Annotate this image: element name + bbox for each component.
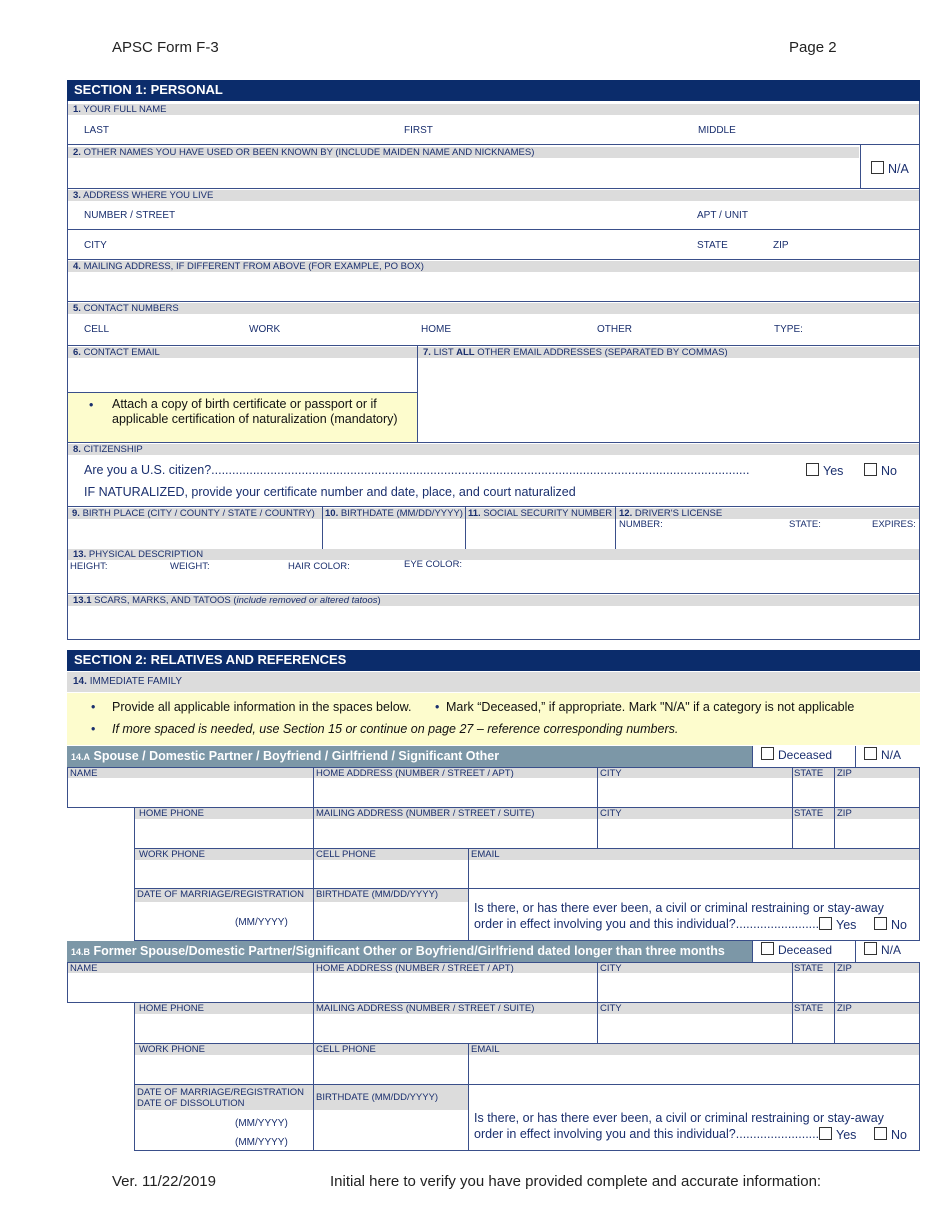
height-field[interactable]: HEIGHT: xyxy=(70,561,108,572)
q14a-city-field[interactable]: CITY xyxy=(600,768,622,779)
checkbox-icon xyxy=(864,942,877,955)
work-phone-field[interactable]: WORK xyxy=(249,324,281,335)
divider xyxy=(67,301,920,302)
q14a-state-field[interactable]: STATE xyxy=(794,768,824,779)
q6-header: 6. CONTACT EMAIL xyxy=(68,347,417,358)
divider xyxy=(313,1002,314,1044)
bullet-icon: • xyxy=(435,700,440,714)
q14a-mail-zip-field[interactable]: ZIP xyxy=(837,808,852,819)
naturalized-text: IF NATURALIZED, provide your certificate number and date, place, and court naturalized xyxy=(84,485,576,499)
q14b-mailing-field[interactable]: MAILING ADDRESS (NUMBER / STREET / SUITE) xyxy=(316,1003,535,1014)
checkbox-icon xyxy=(761,747,774,760)
divider xyxy=(468,848,469,889)
divider xyxy=(465,507,466,549)
divider xyxy=(834,962,835,1003)
divider xyxy=(597,1002,598,1044)
q14a-deceased-checkbox[interactable]: Deceased xyxy=(752,746,855,767)
q7-header: 7. LIST ALL OTHER EMAIL ADDRESSES (SEPARATED BY COMMAS) xyxy=(418,347,919,358)
q14b-restraining-q2: order in effect involving you and this individual?........................ xyxy=(474,1127,820,1141)
q14b-name-field[interactable]: NAME xyxy=(70,963,98,974)
q14b-work-phone-field[interactable]: WORK PHONE xyxy=(139,1044,205,1055)
divider xyxy=(792,962,793,1003)
bullet-icon: • xyxy=(91,722,96,736)
citizen-yes-checkbox[interactable]: Yes xyxy=(806,463,843,478)
q14b-deceased-checkbox[interactable]: Deceased xyxy=(752,941,855,962)
q14a-title: 14.A Spouse / Domestic Partner / Boyfriend / Girlfriend / Significant Other xyxy=(67,746,752,767)
divider xyxy=(834,807,835,849)
q14a-email-field[interactable]: EMAIL xyxy=(471,849,500,860)
q14a-restraining-q1: Is there, or has there ever been, a civil or criminal restraining or stay-away xyxy=(474,901,884,915)
q14b-home-address-field[interactable]: HOME ADDRESS (NUMBER / STREET / APT) xyxy=(316,963,514,974)
checkbox-icon xyxy=(871,161,884,174)
divider xyxy=(313,962,314,1003)
divider xyxy=(67,229,920,230)
license-number-field[interactable]: NUMBER: xyxy=(619,519,663,530)
q11-label: 11. SOCIAL SECURITY NUMBER xyxy=(468,508,613,519)
eye-color-field[interactable]: EYE COLOR: xyxy=(404,559,463,570)
divider xyxy=(313,807,314,849)
q14a-mmyyyy: (MM/YYYY) xyxy=(235,917,288,928)
scars-input[interactable] xyxy=(68,607,919,639)
zip-field[interactable]: ZIP xyxy=(773,240,789,251)
q13-header: 13. PHYSICAL DESCRIPTION xyxy=(68,549,919,560)
q14b-marriage-date-field[interactable]: DATE OF MARRIAGE/REGISTRATION xyxy=(137,1087,304,1098)
q14b-email-field[interactable]: EMAIL xyxy=(471,1044,500,1055)
q1-header: 1. YOUR FULL NAME xyxy=(68,104,919,115)
license-state-field[interactable]: STATE: xyxy=(789,519,821,530)
q14b-na-checkbox[interactable]: N/A xyxy=(855,941,920,962)
q14a-marriage-date-field[interactable]: DATE OF MARRIAGE/REGISTRATION xyxy=(137,889,304,900)
divider xyxy=(597,767,598,808)
divider xyxy=(67,345,920,346)
q14b-mail-state-field[interactable]: STATE xyxy=(794,1003,824,1014)
divider xyxy=(67,506,920,507)
q14a-restraining-yes[interactable]: Yes xyxy=(819,917,856,932)
divider xyxy=(67,442,920,443)
instruction-1: Provide all applicable information in the spaces below. xyxy=(112,700,412,714)
divider xyxy=(67,144,920,145)
q14b-home-phone-field[interactable]: HOME PHONE xyxy=(139,1003,204,1014)
q14a-home-address-field[interactable]: HOME ADDRESS (NUMBER / STREET / APT) xyxy=(316,768,514,779)
checkbox-icon xyxy=(819,917,832,930)
divider xyxy=(834,1002,835,1044)
q14b-row3-frame xyxy=(134,1043,920,1085)
q13-1-header: 13.1 SCARS, MARKS, AND TATOOS (include removed or altered tatoos) xyxy=(68,595,919,606)
q14b-row2-frame xyxy=(134,1002,920,1044)
q5-header: 5. CONTACT NUMBERS xyxy=(68,303,919,314)
q14b-restraining-yes[interactable]: Yes xyxy=(819,1127,856,1142)
divider xyxy=(860,145,861,188)
weight-field[interactable]: WEIGHT: xyxy=(170,561,210,572)
divider xyxy=(792,767,793,808)
q8-header: 8. CITIZENSHIP xyxy=(68,444,919,455)
hair-color-field[interactable]: HAIR COLOR: xyxy=(288,561,350,572)
divider xyxy=(67,188,920,189)
last-name-field[interactable]: LAST xyxy=(84,125,110,136)
q12-label: 12. DRIVER'S LICENSE xyxy=(619,508,723,519)
citizen-question: Are you a U.S. citizen?........................................................................................................................................................... xyxy=(84,463,750,477)
divider xyxy=(468,888,469,941)
contact-email-input[interactable] xyxy=(68,359,417,391)
citizen-no-checkbox[interactable]: No xyxy=(864,463,897,478)
section1-title: SECTION 1: PERSONAL xyxy=(67,80,920,101)
phone-type-field[interactable]: TYPE: xyxy=(774,324,803,335)
divider xyxy=(313,1084,314,1151)
apt-field[interactable]: APT / UNIT xyxy=(697,210,748,221)
q4-header: 4. MAILING ADDRESS, IF DIFFERENT FROM ABOVE (FOR EXAMPLE, PO BOX) xyxy=(68,261,919,272)
divider xyxy=(615,507,616,549)
divider xyxy=(322,507,323,549)
q14a-mailing-field[interactable]: MAILING ADDRESS (NUMBER / STREET / SUITE) xyxy=(316,808,535,819)
q10-label: 10. BIRTHDATE (MM/DD/YYYY) xyxy=(325,508,463,519)
divider xyxy=(67,259,920,260)
q14b-cell-phone-field[interactable]: CELL PHONE xyxy=(316,1044,376,1055)
initial-prompt: Initial here to verify you have provided complete and accurate information: xyxy=(330,1173,822,1190)
q14b-birthdate-field[interactable]: BIRTHDATE (MM/DD/YYYY) xyxy=(316,1092,439,1103)
q14b-mmyyyy-2: (MM/YYYY) xyxy=(235,1137,288,1148)
q14a-restraining-no[interactable]: No xyxy=(874,917,907,932)
divider xyxy=(313,767,314,808)
section2-title: SECTION 2: RELATIVES AND REFERENCES xyxy=(67,650,920,671)
q3-header: 3. ADDRESS WHERE YOU LIVE xyxy=(68,190,919,201)
checkbox-icon xyxy=(806,463,819,476)
bullet-icon: • xyxy=(91,700,96,714)
q14b-mail-city-field[interactable]: CITY xyxy=(600,1003,622,1014)
q14b-mmyyyy-1: (MM/YYYY) xyxy=(235,1118,288,1129)
instruction-3: If more spaced is needed, use Section 15 or continue on page 27 – reference corresponding numbers. xyxy=(112,722,679,736)
street-field[interactable]: NUMBER / STREET xyxy=(84,210,176,221)
q14a-mail-city-field[interactable]: CITY xyxy=(600,808,622,819)
q14-header: 14. IMMEDIATE FAMILY xyxy=(67,672,920,692)
checkbox-icon xyxy=(874,917,887,930)
q14b-title: 14.B Former Spouse/Domestic Partner/Significant Other or Boyfriend/Girlfriend dated longer than three months xyxy=(67,941,752,962)
q14a-mail-state-field[interactable]: STATE xyxy=(794,808,824,819)
divider xyxy=(313,1043,314,1085)
attach-note: Attach a copy of birth certificate or passport or if applicable certification of naturalization (mandatory) xyxy=(112,397,398,426)
form-name: APSC Form F-3 xyxy=(112,39,219,56)
divider xyxy=(313,888,314,941)
q14a-row2-frame xyxy=(134,807,920,849)
q2-na-checkbox[interactable]: N/A xyxy=(871,161,909,176)
divider xyxy=(792,1002,793,1044)
q14a-restraining-q2: order in effect involving you and this individual?........................ xyxy=(474,917,820,931)
version: Ver. 11/22/2019 xyxy=(112,1173,216,1190)
q14b-restraining-q1: Is there, or has there ever been, a civil or criminal restraining or stay-away xyxy=(474,1111,884,1125)
q14b-zip-field[interactable]: ZIP xyxy=(837,963,852,974)
middle-name-field[interactable]: MIDDLE xyxy=(698,125,736,136)
checkbox-icon xyxy=(874,1127,887,1140)
divider xyxy=(597,962,598,1003)
checkbox-icon xyxy=(864,747,877,760)
bullet-icon: • xyxy=(89,398,94,412)
divider xyxy=(313,848,314,889)
q2-header: 2. OTHER NAMES YOU HAVE USED OR BEEN KNOWN BY (INCLUDE MAIDEN NAME AND NICKNAMES) xyxy=(68,147,859,158)
other-phone-field[interactable]: OTHER xyxy=(597,324,632,335)
q14a-home-phone-field[interactable]: HOME PHONE xyxy=(139,808,204,819)
q14b-mail-zip-field[interactable]: ZIP xyxy=(837,1003,852,1014)
city-field[interactable]: CITY xyxy=(84,240,107,251)
page-number: Page 2 xyxy=(789,39,837,56)
q9-label: 9. BIRTH PLACE (CITY / COUNTY / STATE / COUNTRY) xyxy=(72,508,315,519)
q14a-zip-field[interactable]: ZIP xyxy=(837,768,852,779)
cell-phone-field[interactable]: CELL xyxy=(84,324,110,335)
q14a-cell-phone-field[interactable]: CELL PHONE xyxy=(316,849,376,860)
first-name-field[interactable]: FIRST xyxy=(404,125,433,136)
q14b-state-field[interactable]: STATE xyxy=(794,963,824,974)
q14b-restraining-no[interactable]: No xyxy=(874,1127,907,1142)
divider xyxy=(417,346,418,442)
divider xyxy=(67,593,920,594)
home-phone-field[interactable]: HOME xyxy=(421,324,451,335)
q14b-dissolution-date-field[interactable]: DATE OF DISSOLUTION xyxy=(137,1098,245,1109)
divider xyxy=(597,807,598,849)
checkbox-icon xyxy=(761,942,774,955)
divider xyxy=(834,767,835,808)
state-field[interactable]: STATE xyxy=(697,240,728,251)
divider xyxy=(468,1043,469,1085)
q14a-row3-frame xyxy=(134,848,920,889)
q14a-na-checkbox[interactable]: N/A xyxy=(855,746,920,767)
divider xyxy=(468,1084,469,1151)
mailing-address-input[interactable] xyxy=(68,273,919,300)
checkbox-icon xyxy=(819,1127,832,1140)
checkbox-icon xyxy=(864,463,877,476)
q14a-work-phone-field[interactable]: WORK PHONE xyxy=(139,849,205,860)
q14a-birthdate-field[interactable]: BIRTHDATE (MM/DD/YYYY) xyxy=(316,889,439,900)
license-expires-field[interactable]: EXPIRES: xyxy=(872,519,916,530)
instruction-2: Mark “Deceased,” if appropriate. Mark "N/A" if a category is not applicable xyxy=(446,700,855,714)
q14b-city-field[interactable]: CITY xyxy=(600,963,622,974)
q14a-name-field[interactable]: NAME xyxy=(70,768,98,779)
divider xyxy=(792,807,793,849)
